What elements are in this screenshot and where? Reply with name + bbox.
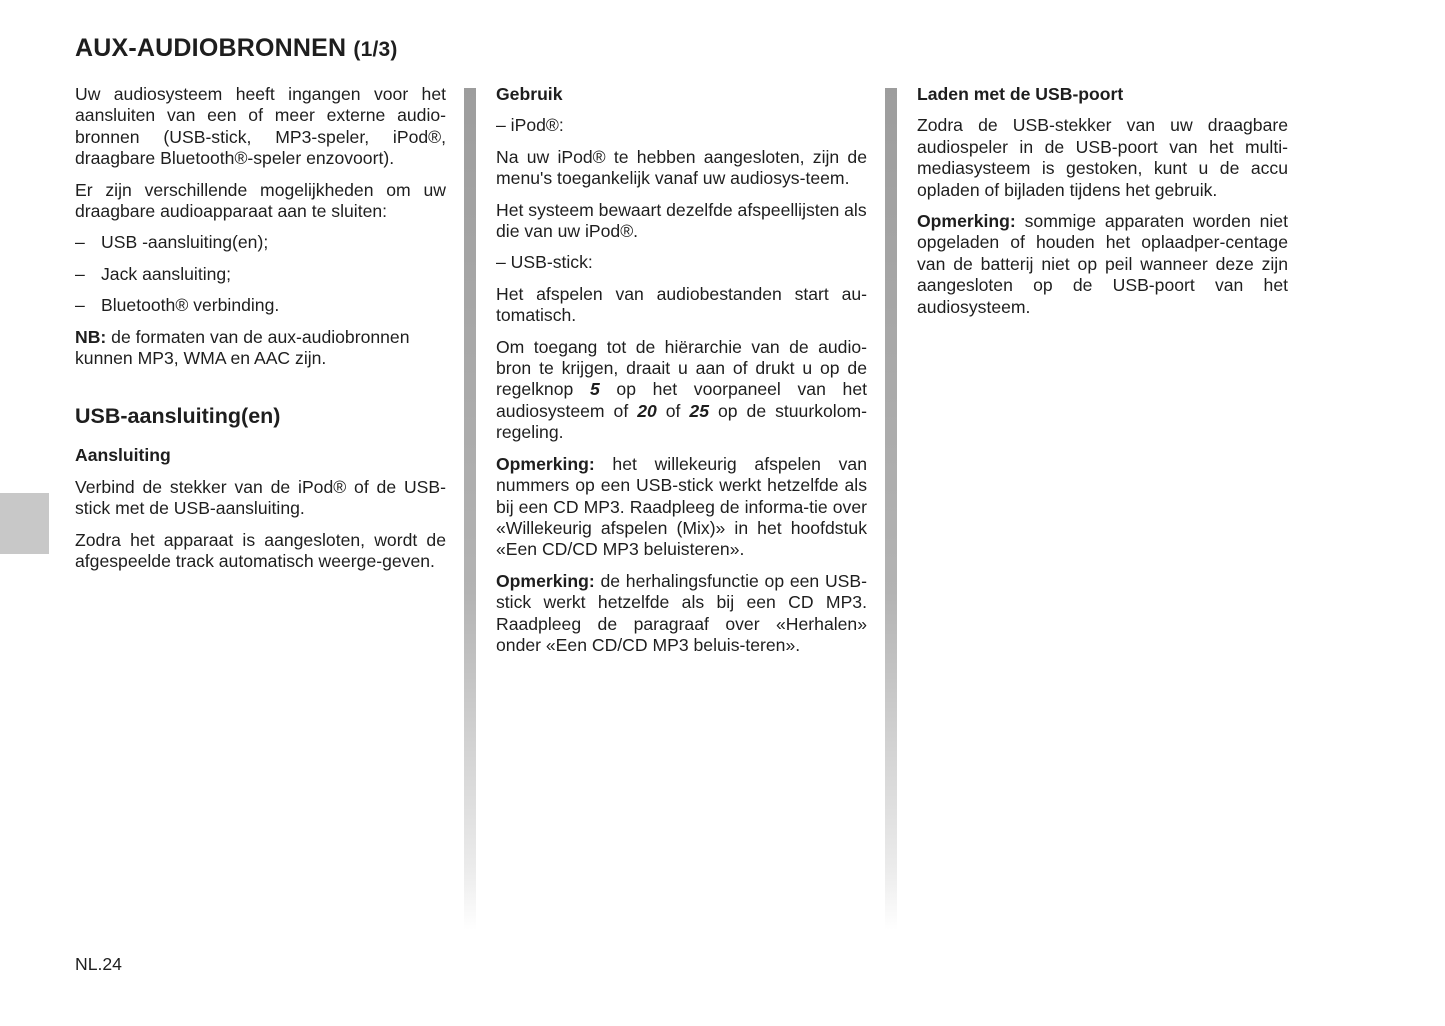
bullet-item [75,295,446,316]
note-text: sommige apparaten worden niet opgeladen of houden het oplaadper-centage van de batterij niet op peil wanneer deze zijn aangesloten op de USB-poort van het audiosysteem. [917,211,1288,317]
intro-paragraph: Uw audiosysteem heeft ingangen voor het aansluiten van een of meer externe audio-bronnen (USB-stick, MP3-speler, iPod®, draagbare Bluetooth®-speler enzovoort). [75,84,446,169]
bullet-item [75,264,446,285]
sub-heading: Aansluiting [75,445,171,466]
nb-text: de formaten van de aux-audiobronnen kunnen MP3, WMA en AAC zijn. [75,326,410,369]
hierarchy-text-d: op de stuurkolom-regeling. [496,400,867,443]
nb-label: NB: [75,326,107,347]
usb-stick-label: – USB-stick: [496,252,593,273]
nb-paragraph [75,327,446,370]
shuffle-note [496,454,867,561]
column-divider-2 [885,88,897,930]
ipod-menu-paragraph: Na uw iPod® te hebben aangesloten, zijn de menu's toegankelijk vanaf uw audiosys-teem. [496,146,867,189]
bullet-dash: – [75,232,85,253]
note-label: Opmerking: [917,211,1016,232]
section-title: USB-aansluiting(en) [75,404,281,429]
ipod-label: – iPod®: [496,115,564,136]
bullet-dash: – [75,263,85,284]
hierarchy-text-b: op het voorpaneel van het audiosysteem of [496,379,867,421]
charging-paragraph: Zodra de USB-stekker van uw draagbare audiospeler in de USB-poort van het multi-mediasysteem is gestoken, kunt u de accu opladen of bijladen tijdens het gebruik. [917,115,1288,200]
note-text: de herhalingsfunctie op een USB-stick werkt hetzelfde als bij een CD MP3. Raadpleeg de paragraaf over «Herhalen» onder «Een CD/CD MP3 beluis-teren». [496,570,867,655]
repeat-note [496,571,867,657]
knob-number-25: 25 [689,400,709,421]
options-intro-paragraph: Er zijn verschillende mogelijkheden om uw draagbare audioapparaat aan te sluiten: [75,179,446,222]
bullet-text: USB -aansluiting(en); [101,232,269,253]
hierarchy-text-a: Om toegang tot de hiërarchie van de audio-bron te krijgen, draait u aan of drukt u op de regelknop [496,336,867,400]
charging-note [917,211,1288,318]
column-1 [75,84,446,583]
hierarchy-text-c: of [656,400,690,421]
playlist-paragraph: Het systeem bewaart dezelfde afspeellijsten als die van uw iPod®. [496,199,867,242]
bullet-dash: – [75,295,85,316]
hierarchy-paragraph [496,337,867,444]
bullet-text: Jack aansluiting; [101,263,232,284]
charging-heading: Laden met de USB-poort [917,84,1124,104]
bullet-item [75,232,446,253]
column-3 [917,84,1288,328]
note-text: het willekeurig afspelen van nummers op een USB-stick werkt hetzelfde als bij een CD MP3. Raadpleeg de informa-tie over «Willekeurig afspelen (Mix)» in het hoofdstuk «Een CD/CD MP3 beluisteren». [496,453,867,560]
title-page-indicator: (1/3) [353,38,398,61]
note-label: Opmerking: [496,570,595,591]
page-number: NL.24 [75,954,122,974]
knob-number-5: 5 [589,379,600,400]
auto-play-paragraph: Zodra het apparaat is aangesloten, wordt de afgespeelde track automatisch weerge-geven. [75,529,446,572]
note-label: Opmerking: [496,453,595,474]
column-2 [496,84,867,666]
column-divider-1 [464,88,476,930]
usb-autoplay-paragraph: Het afspelen van audiobestanden start au-tomatisch. [496,283,867,326]
title-main: AUX-AUDIOBRONNEN [75,34,347,62]
page-title [75,34,398,63]
bullet-text: Bluetooth® verbinding. [101,295,280,316]
knob-number-20: 20 [637,400,657,421]
chapter-tab-marker [0,493,49,554]
usage-heading: Gebruik [496,84,563,104]
connect-paragraph: Verbind de stekker van de iPod® of de USB-stick met de USB-aansluiting. [75,476,446,519]
